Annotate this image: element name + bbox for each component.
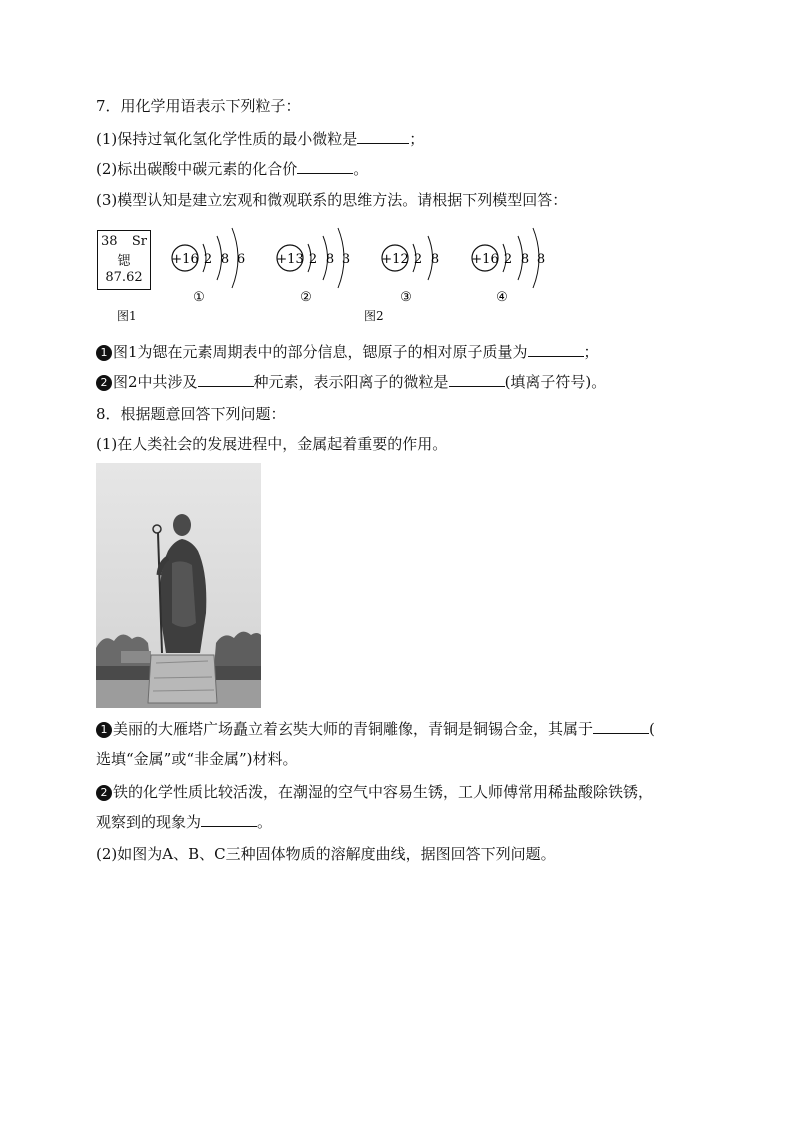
atom-structure-diagrams [0, 0, 794, 340]
element-symbol: Sr [131, 234, 147, 249]
shell-electrons: 2 [203, 252, 213, 267]
q7-sub1 [96, 342, 599, 362]
q8-sub2-cont [96, 812, 272, 832]
q7-sub2-text-b: 种元素，表示阳离子的微粒是 [253, 373, 449, 391]
figure1-label: 图1 [117, 309, 137, 323]
circled-number: 2 [96, 375, 112, 391]
q8-part1: (1)在人类社会的发展进程中，金属起着重要的作用。 [96, 435, 448, 453]
shell-electrons: 8 [325, 252, 335, 267]
circled-number: 1 [96, 722, 112, 738]
q8-sub2-text-a: 铁的化学性质比较活泼，在潮湿的空气中容易生锈，工人师傅常用稀盐酸除铁锈， [113, 783, 654, 801]
answer-blank[interactable] [593, 719, 649, 734]
q8-sub1-cont: 选填“金属”或“非金属”)材料。 [96, 750, 298, 768]
nucleus-charge: +12 [381, 252, 409, 267]
atom-diagram-3 [381, 236, 439, 305]
shell-electrons: 8 [430, 252, 440, 267]
q7-sub1-end: ； [583, 343, 599, 361]
shell-electrons: 2 [413, 252, 423, 267]
answer-blank[interactable] [198, 372, 254, 387]
diagram-label: ① [193, 290, 205, 305]
answer-blank[interactable] [449, 372, 505, 387]
shell-electrons: 8 [536, 252, 546, 267]
shell-electrons: 6 [236, 252, 246, 267]
diagram-label: ③ [400, 290, 412, 305]
nucleus-charge: +13 [276, 252, 304, 267]
element-name: 锶 [117, 254, 131, 269]
q7-part1-end: ； [409, 130, 425, 148]
answer-blank[interactable] [201, 812, 257, 827]
q8-sub2-end: 。 [257, 813, 273, 831]
atom-diagram-4 [471, 228, 545, 305]
atom-diagram-1 [171, 228, 245, 305]
shell-electrons: 2 [308, 252, 318, 267]
q7-title: 7．用化学用语表示下列粒子： [96, 97, 301, 115]
q7-sub2-text-c: (填离子符号)。 [504, 373, 607, 391]
q8-sub2 [96, 782, 653, 802]
q8-sub1-text-a: 美丽的大雁塔广场矗立着玄奘大师的青铜雕像，青铜是铜锡合金，其属于 [113, 720, 594, 738]
q8-sub1 [96, 719, 655, 739]
shell-electrons: 3 [341, 252, 351, 267]
atomic-number: 38 [101, 234, 118, 249]
figure2-label: 图2 [364, 309, 384, 323]
diagram-label: ② [300, 290, 312, 305]
q7-sub2 [96, 372, 606, 392]
q7-sub1-text: 图1为锶在元素周期表中的部分信息，锶原子的相对原子质量为 [113, 343, 528, 361]
q7-part2-text: (2)标出碳酸中碳元素的化合价 [96, 160, 298, 178]
q7-part2-end: 。 [353, 160, 369, 178]
q8-sub1-text-b: ( [649, 720, 655, 738]
q8-sub2-text-b: 观察到的现象为 [96, 813, 202, 831]
bronze-statue-photo [96, 463, 261, 708]
atomic-mass: 87.62 [105, 270, 143, 285]
circled-number: 1 [96, 345, 112, 361]
diagram-label: ④ [496, 290, 508, 305]
answer-blank[interactable] [528, 342, 584, 357]
shell-electrons: 2 [503, 252, 513, 267]
q8-title: 8．根据题意回答下列问题： [96, 405, 286, 423]
atom-diagram-2 [276, 228, 350, 305]
circled-number: 2 [96, 785, 112, 801]
q7-sub2-text-a: 图2中共涉及 [113, 373, 198, 391]
nucleus-charge: +16 [171, 252, 199, 267]
shell-electrons: 8 [520, 252, 530, 267]
q7-part3: (3)模型认知是建立宏观和微观联系的思维方法。请根据下列模型回答： [96, 191, 568, 209]
nucleus-charge: +16 [471, 252, 499, 267]
q8-part2: (2)如图为A、B、C三种固体物质的溶解度曲线，据图回答下列问题。 [96, 845, 556, 863]
q7-part1-text: (1)保持过氧化氢化学性质的最小微粒是 [96, 130, 358, 148]
shell-electrons: 8 [220, 252, 230, 267]
